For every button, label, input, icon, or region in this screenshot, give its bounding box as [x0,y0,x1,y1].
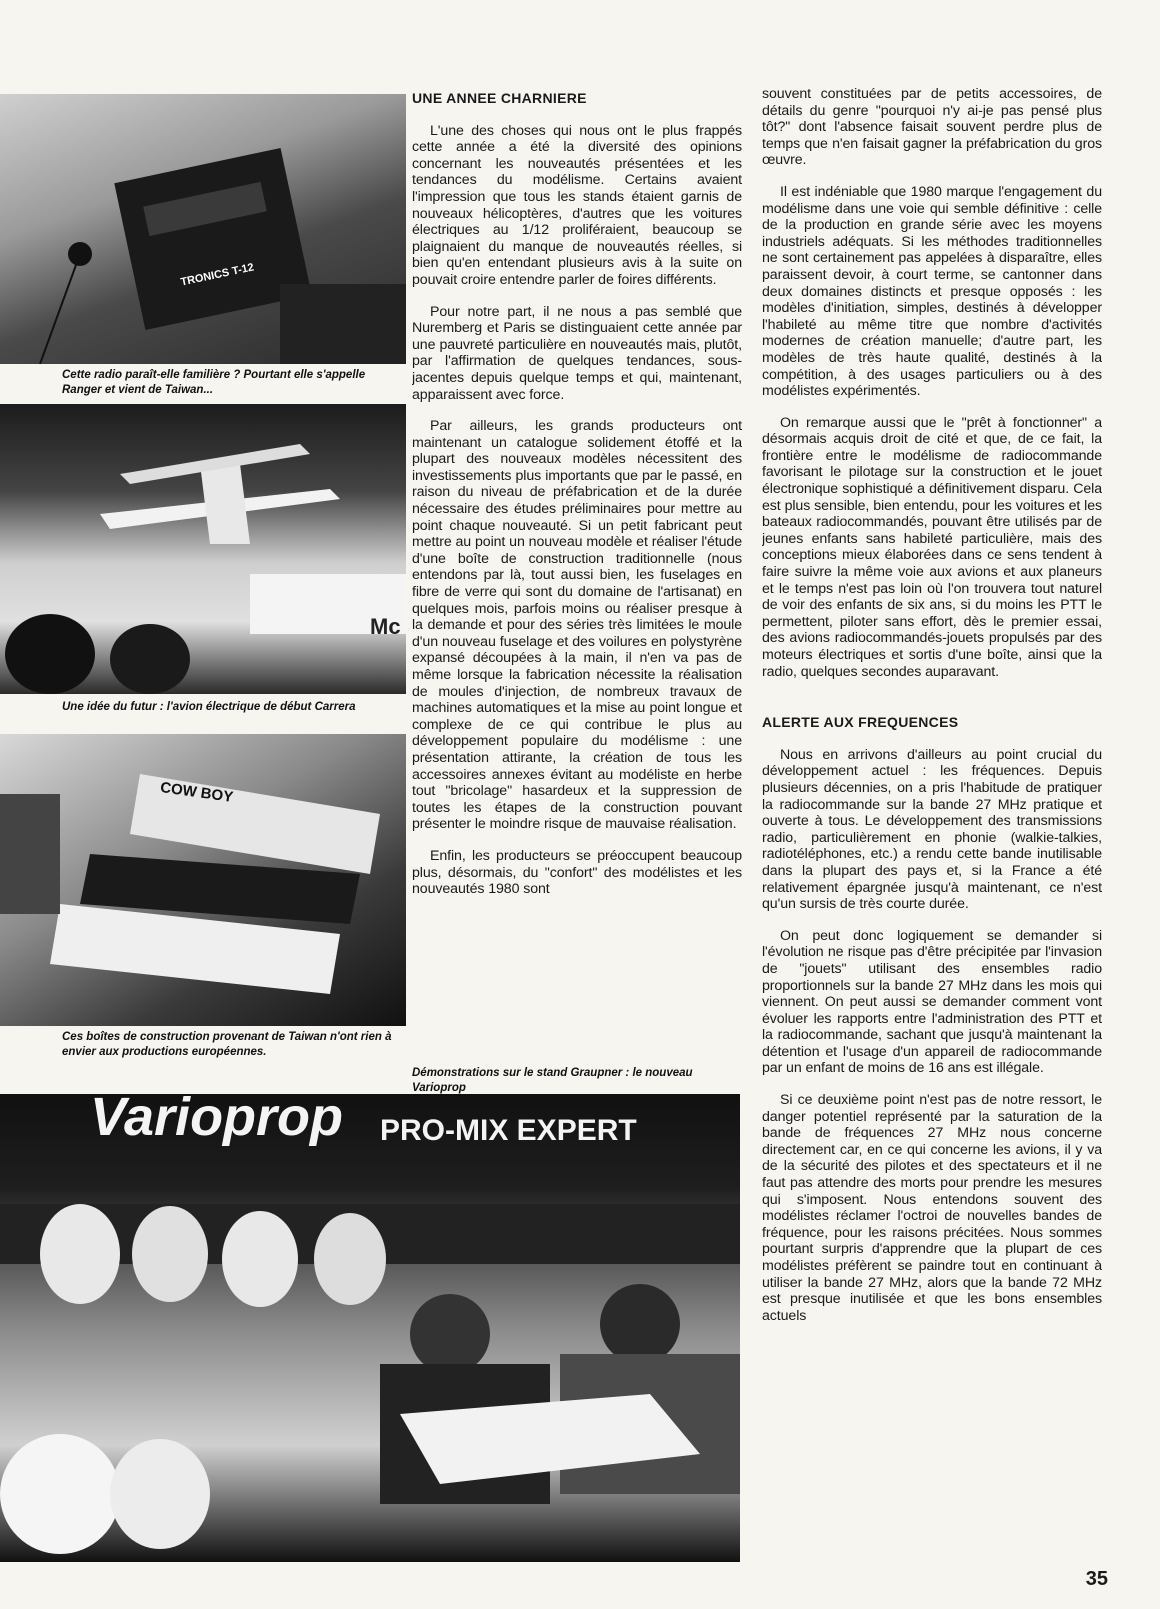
photo-electric-plane [0,404,406,694]
section-heading-annee-charniere: UNE ANNEE CHARNIERE [412,90,587,106]
caption-electric: Une idée du futur : l'avion électrique de début Carrera [62,701,356,713]
article-column-3 [762,86,1102,1544]
caption-radio: Cette radio paraît-elle familière ? Pourtant elle s'appelle Ranger et vient de Taiwan... [62,369,366,396]
photo-text-promix: PRO-MIX EXPERT [380,1114,637,1147]
photo-text-varioprop: Varioprop [90,1094,344,1147]
paragraph: Par ailleurs, les grands producteurs ont maintenant un catalogue solidement étoffé et la plupart des nouveaux modèles nécessitent des investissements plus importants que par le passé, en raison du niveau de préfabrication et de la durée nécessaire des études préliminaires pour mettre au point chaque nouveauté. Si un petit fabricant peut mettre au point un nouveau modèle et réaliser l'étude d'une boîte de construction traditionnelle (nous entendons par là, tout aussi bien, les fuselages en fibre de verre qui sont du domaine de l'artisanat) en quelques mois, parfois moins ou réaliser presque à la demande et pour des séries très limitées le moule d'un nouveau fuselage et des voilures en polystyrène expansé découpées à la main, il n'en va pas de même lorsque la fabrication nécessite la réalisation de moules d'injection, de nombreux travaux de machines automatiques et la mise au point longue et complexe de ce qui contribue le plus au développement populaire du modélisme : une présentation attirante, la création de tous les accessoires annexes évitant au modéliste en herbe tout "bricolage" hasardeux et la suppression de toutes les étapes de la construction pouvant présenter le moindre risque de mauvaise réalisation. [412,418,742,833]
section-heading-alerte-frequences: ALERTE AUX FREQUENCES [762,714,959,731]
photo-text-tronics: TRONICS T-12 [179,261,256,289]
page-number: 35 [1085,1568,1108,1590]
caption-boxes: Ces boîtes de construction provenant de Taiwan n'ont rien à envier aux productions européennes. [62,1031,392,1058]
paragraph: Il est indéniable que 1980 marque l'engagement du modélisme dans une voie qui semble définitive : celle de la production en grande série avec les moyens industriels adéquats. Si les méthodes traditionnelles ne sont certainement pas appelées à disparaître, elles paraissent devoir, à court terme, se cantonner dans deux domaines distincts et presque opposés : les modèles d'initiation, simples, destinés à développer l'habileté au même titre que nombre d'activités modernes de création manuelle; d'autre part, les modèles de très haute qualité, destinés à la compétition, à des usages particuliers ou à des modélistes expérimentés. [762,183,1102,400]
photo-graupner-stand [0,1094,740,1562]
paragraph: On remarque aussi que le "prêt à fonctionner" a désormais acquis droit de cité et que, de ce fait, la frontière entre le modélisme de radiocommande favorisant le pilotage sur la construction et le jouet électronique sophistiqué a définitivement disparu. Cela est plus sensible, bien entendu, pour les voitures et les bateaux radiocommandés, pouvant être utilisés par de jeunes enfants sans habileté particulière, mais des conceptions mieux élaborées dans ce sens tendent à faire suivre la même voie aux avions et aux planeurs et le temps n'est pas loin où l'on trouvera tout naturel de voir des enfants de six ans, si du moins les PTT le permettent, piloter sans effort, dès le premier essai, des avions radiocommandés-jouets propulsés par des moteurs électriques et sortis d'une boîte, ainsi que la radio, quelques secondes auparavant. [762,414,1102,680]
caption-graupner: Démonstrations sur le stand Graupner : le nouveau Varioprop [412,1067,693,1094]
paragraph: L'une des choses qui nous ont le plus frappés cette année a été la diversité des opinions concernant les nouveautés présentées et les tendances du modélisme. Certains avaient l'impression que tous les stands étaient garnis de nouveaux hélicoptères, d'autres que les voitures électriques au 1/12 proliféraient, beaucoup se plaignaient du manque de nouveautés réelles, si bien qu'en entendant plusieurs avis à la suite on pouvait croire entendre parler de foires différents. [412,122,742,288]
photo-text-mc: Mc [370,614,401,639]
paragraph: Pour notre part, il ne nous a pas semblé que Nuremberg et Paris se distinguaient cette année par une pauvreté particulière en nouveautés mais, plutôt, par l'affirmation de quelques tendances, sous-jacentes depuis quelque temps et qui, maintenant, apparaissent avec force. [412,303,742,403]
paragraph: On peut donc logiquement se demander si l'évolution ne risque pas d'être précipitée par l'invasion de "jouets" utilisant des ensembles radio proportionnels sur la bande 27 MHz dans les mois qui viennent. On peut aussi se demander comment vont évoluer les rapports entre l'administration des PTT et la radiocommande, sachant que jusqu'à maintenant la détention et l'usage d'un appareil de radiocommande par un enfant de moins de 16 ans est illégale. [762,927,1102,1077]
photo-radio [0,94,406,364]
paragraph: souvent constituées par de petits accessoires, de détails du genre "pourquoi n'y ai-je pas pensé plus tôt?" dont l'absence faisait souvent perdre plus de temps que n'en faisait gagner la préfabrication du gros œuvre. [762,86,1102,169]
photo-construction-boxes [0,734,406,1026]
paragraph: Enfin, les producteurs se préoccupent beaucoup plus, désormais, du "confort" des modélistes et les nouveautés 1980 sont [412,847,742,898]
article-column-2 [412,90,742,1050]
paragraph: Si ce deuxième point n'est pas de notre ressort, le danger potentiel représenté par la saturation de la bande de fréquences 27 MHz nous concerne directement car, en ce qui concerne les avions, il y va de la sécurité des pilotes et des spectateurs et il ne faut pas attendre des morts pour prendre les mesures qui s'imposent. Nous entendons souvent des modélistes réclamer l'octroi de nouvelles bandes de fréquence, pour les raisons précitées. Nous sommes pourtant surpris d'apprendre que la plupart de ces modélistes préfèrent se paindre tout en continuant à utiliser la bande 27 MHz, alors que la bande 72 MHz est presque inutilisée et que les bons ensembles actuels [762,1092,1102,1324]
paragraph: Nous en arrivons d'ailleurs au point crucial du développement actuel : les fréquences. Depuis plusieurs décennies, on a pris l'habitude de pratiquer la radiocommande sur la bande 27 MHz pratique et ouverte à tous. Le développement des transmissions radio, particulièrement en phonie (walkie-talkies, radiotéléphones, etc.) a rendu cette bande inutilisable dans la plupart des pays et, si la France a été relativement épargnée jusqu'à maintenant, ce n'est qu'un sursis de très courte durée. [762,746,1102,913]
photo-text-cowboy: COW BOY [159,778,235,807]
